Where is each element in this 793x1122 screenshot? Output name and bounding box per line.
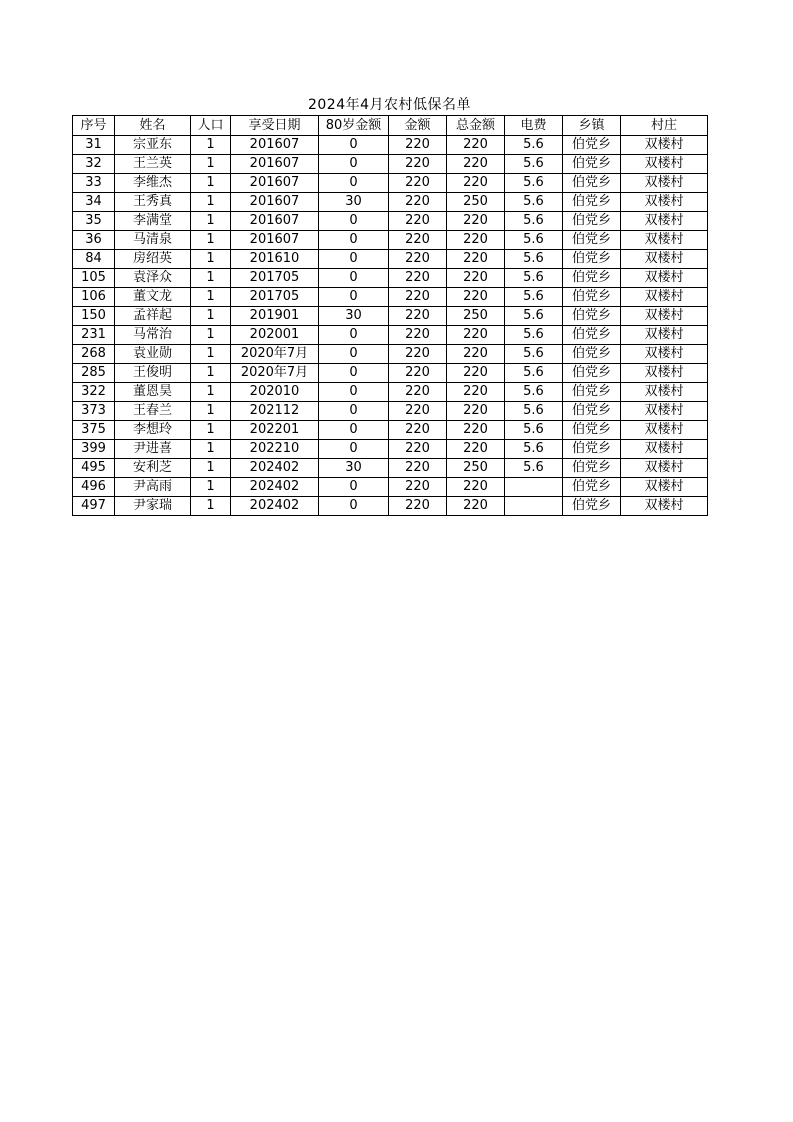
name-cell: 王春兰 xyxy=(115,402,191,421)
name-cell: 袁业勋 xyxy=(115,345,191,364)
total-amount-header: 总金额 xyxy=(447,116,505,136)
table-row xyxy=(73,136,708,155)
amount-cell: 220 xyxy=(389,288,447,307)
household-size-cell: 1 xyxy=(191,402,231,421)
village-cell: 双楼村 xyxy=(621,155,708,174)
amount-cell: 220 xyxy=(389,212,447,231)
name-cell: 尹家瑞 xyxy=(115,497,191,516)
table-body xyxy=(73,136,708,516)
start-date-cell: 202112 xyxy=(231,402,319,421)
electricity-fee-cell: 5.6 xyxy=(505,383,563,402)
amount-cell: 220 xyxy=(389,250,447,269)
electricity-fee-cell: 5.6 xyxy=(505,326,563,345)
table-row xyxy=(73,364,708,383)
age80-amount-cell: 0 xyxy=(319,364,389,383)
amount-header: 金额 xyxy=(389,116,447,136)
village-cell: 双楼村 xyxy=(621,269,708,288)
seq-cell: 34 xyxy=(73,193,115,212)
age80-amount-cell: 0 xyxy=(319,402,389,421)
name-cell: 宗亚东 xyxy=(115,136,191,155)
table-row xyxy=(73,155,708,174)
amount-cell: 220 xyxy=(389,497,447,516)
amount-cell: 220 xyxy=(389,478,447,497)
seq-cell: 35 xyxy=(73,212,115,231)
seq-cell: 33 xyxy=(73,174,115,193)
household-size-cell: 1 xyxy=(191,459,231,478)
name-cell: 尹高雨 xyxy=(115,478,191,497)
table-row xyxy=(73,250,708,269)
subsistence-allowance-table xyxy=(72,115,708,516)
name-cell: 王俊明 xyxy=(115,364,191,383)
township-cell: 伯党乡 xyxy=(563,364,621,383)
total-amount-cell: 250 xyxy=(447,459,505,478)
amount-cell: 220 xyxy=(389,364,447,383)
electricity-fee-cell: 5.6 xyxy=(505,212,563,231)
name-cell: 王兰英 xyxy=(115,155,191,174)
total-amount-cell: 220 xyxy=(447,497,505,516)
township-cell: 伯党乡 xyxy=(563,288,621,307)
village-cell: 双楼村 xyxy=(621,231,708,250)
seq-cell: 84 xyxy=(73,250,115,269)
age80-amount-cell: 0 xyxy=(319,440,389,459)
start-date-cell: 201901 xyxy=(231,307,319,326)
total-amount-cell: 220 xyxy=(447,383,505,402)
amount-cell: 220 xyxy=(389,345,447,364)
electricity-fee-cell: 5.6 xyxy=(505,269,563,288)
total-amount-cell: 220 xyxy=(447,269,505,288)
township-cell: 伯党乡 xyxy=(563,193,621,212)
village-cell: 双楼村 xyxy=(621,497,708,516)
seq-cell: 285 xyxy=(73,364,115,383)
name-cell: 李维杰 xyxy=(115,174,191,193)
township-cell: 伯党乡 xyxy=(563,345,621,364)
total-amount-cell: 220 xyxy=(447,421,505,440)
village-cell: 双楼村 xyxy=(621,459,708,478)
table-row xyxy=(73,421,708,440)
township-cell: 伯党乡 xyxy=(563,478,621,497)
start-date-cell: 201607 xyxy=(231,212,319,231)
start-date-cell: 202201 xyxy=(231,421,319,440)
village-cell: 双楼村 xyxy=(621,136,708,155)
age80-amount-cell: 0 xyxy=(319,269,389,288)
township-cell: 伯党乡 xyxy=(563,307,621,326)
amount-cell: 220 xyxy=(389,421,447,440)
village-cell: 双楼村 xyxy=(621,383,708,402)
name-cell: 房绍英 xyxy=(115,250,191,269)
electricity-fee-cell: 5.6 xyxy=(505,193,563,212)
name-header: 姓名 xyxy=(115,116,191,136)
township-cell: 伯党乡 xyxy=(563,402,621,421)
start-date-cell: 202001 xyxy=(231,326,319,345)
village-cell: 双楼村 xyxy=(621,288,708,307)
village-cell: 双楼村 xyxy=(621,421,708,440)
seq-cell: 373 xyxy=(73,402,115,421)
start-date-header: 享受日期 xyxy=(231,116,319,136)
age80-amount-cell: 0 xyxy=(319,288,389,307)
name-cell: 马常治 xyxy=(115,326,191,345)
electricity-fee-header: 电费 xyxy=(505,116,563,136)
table-row xyxy=(73,174,708,193)
table-row xyxy=(73,345,708,364)
village-cell: 双楼村 xyxy=(621,307,708,326)
electricity-fee-cell: 5.6 xyxy=(505,155,563,174)
start-date-cell: 202402 xyxy=(231,478,319,497)
household-size-cell: 1 xyxy=(191,174,231,193)
township-cell: 伯党乡 xyxy=(563,231,621,250)
name-cell: 马清泉 xyxy=(115,231,191,250)
township-header: 乡镇 xyxy=(563,116,621,136)
amount-cell: 220 xyxy=(389,440,447,459)
household-size-cell: 1 xyxy=(191,288,231,307)
household-size-cell: 1 xyxy=(191,421,231,440)
amount-cell: 220 xyxy=(389,174,447,193)
age80-amount-header: 80岁金额 xyxy=(319,116,389,136)
amount-cell: 220 xyxy=(389,459,447,478)
start-date-cell: 201607 xyxy=(231,136,319,155)
total-amount-cell: 220 xyxy=(447,155,505,174)
household-size-cell: 1 xyxy=(191,231,231,250)
electricity-fee-cell xyxy=(505,497,563,516)
amount-cell: 220 xyxy=(389,136,447,155)
seq-cell: 399 xyxy=(73,440,115,459)
township-cell: 伯党乡 xyxy=(563,155,621,174)
age80-amount-cell: 0 xyxy=(319,383,389,402)
electricity-fee-cell xyxy=(505,478,563,497)
amount-cell: 220 xyxy=(389,402,447,421)
village-cell: 双楼村 xyxy=(621,478,708,497)
table-row xyxy=(73,212,708,231)
age80-amount-cell: 0 xyxy=(319,212,389,231)
seq-cell: 375 xyxy=(73,421,115,440)
name-cell: 袁泽众 xyxy=(115,269,191,288)
seq-cell: 268 xyxy=(73,345,115,364)
name-cell: 安利芝 xyxy=(115,459,191,478)
name-cell: 孟祥起 xyxy=(115,307,191,326)
seq-cell: 231 xyxy=(73,326,115,345)
village-cell: 双楼村 xyxy=(621,364,708,383)
household-size-cell: 1 xyxy=(191,136,231,155)
table-row xyxy=(73,307,708,326)
total-amount-cell: 220 xyxy=(447,478,505,497)
township-cell: 伯党乡 xyxy=(563,269,621,288)
electricity-fee-cell: 5.6 xyxy=(505,345,563,364)
age80-amount-cell: 30 xyxy=(319,459,389,478)
seq-cell: 106 xyxy=(73,288,115,307)
township-cell: 伯党乡 xyxy=(563,250,621,269)
total-amount-cell: 220 xyxy=(447,136,505,155)
household-size-cell: 1 xyxy=(191,269,231,288)
table-row xyxy=(73,478,708,497)
name-cell: 尹进喜 xyxy=(115,440,191,459)
total-amount-cell: 220 xyxy=(447,212,505,231)
township-cell: 伯党乡 xyxy=(563,212,621,231)
amount-cell: 220 xyxy=(389,326,447,345)
seq-cell: 32 xyxy=(73,155,115,174)
age80-amount-cell: 0 xyxy=(319,174,389,193)
name-cell: 董恩昊 xyxy=(115,383,191,402)
table-row xyxy=(73,326,708,345)
table-row xyxy=(73,440,708,459)
start-date-cell: 201607 xyxy=(231,155,319,174)
start-date-cell: 202010 xyxy=(231,383,319,402)
table-row xyxy=(73,269,708,288)
township-cell: 伯党乡 xyxy=(563,459,621,478)
amount-cell: 220 xyxy=(389,155,447,174)
electricity-fee-cell: 5.6 xyxy=(505,288,563,307)
seq-cell: 495 xyxy=(73,459,115,478)
amount-cell: 220 xyxy=(389,269,447,288)
age80-amount-cell: 30 xyxy=(319,307,389,326)
amount-cell: 220 xyxy=(389,193,447,212)
amount-cell: 220 xyxy=(389,307,447,326)
electricity-fee-cell: 5.6 xyxy=(505,459,563,478)
total-amount-cell: 220 xyxy=(447,288,505,307)
electricity-fee-cell: 5.6 xyxy=(505,174,563,193)
seq-cell: 36 xyxy=(73,231,115,250)
electricity-fee-cell: 5.6 xyxy=(505,250,563,269)
village-cell: 双楼村 xyxy=(621,212,708,231)
start-date-cell: 202402 xyxy=(231,497,319,516)
electricity-fee-cell: 5.6 xyxy=(505,440,563,459)
age80-amount-cell: 0 xyxy=(319,231,389,250)
age80-amount-cell: 0 xyxy=(319,497,389,516)
table-row xyxy=(73,383,708,402)
table-row xyxy=(73,193,708,212)
table-row xyxy=(73,497,708,516)
village-cell: 双楼村 xyxy=(621,326,708,345)
seq-cell: 150 xyxy=(73,307,115,326)
household-size-cell: 1 xyxy=(191,250,231,269)
age80-amount-cell: 30 xyxy=(319,193,389,212)
electricity-fee-cell: 5.6 xyxy=(505,307,563,326)
household-size-cell: 1 xyxy=(191,345,231,364)
village-cell: 双楼村 xyxy=(621,345,708,364)
household-size-header: 人口 xyxy=(191,116,231,136)
household-size-cell: 1 xyxy=(191,212,231,231)
village-cell: 双楼村 xyxy=(621,440,708,459)
age80-amount-cell: 0 xyxy=(319,478,389,497)
amount-cell: 220 xyxy=(389,383,447,402)
start-date-cell: 201610 xyxy=(231,250,319,269)
household-size-cell: 1 xyxy=(191,497,231,516)
table-row xyxy=(73,231,708,250)
start-date-cell: 2020年7月 xyxy=(231,364,319,383)
household-size-cell: 1 xyxy=(191,193,231,212)
total-amount-cell: 220 xyxy=(447,364,505,383)
name-cell: 李满堂 xyxy=(115,212,191,231)
start-date-cell: 201607 xyxy=(231,193,319,212)
electricity-fee-cell: 5.6 xyxy=(505,402,563,421)
township-cell: 伯党乡 xyxy=(563,174,621,193)
table-row xyxy=(73,288,708,307)
village-cell: 双楼村 xyxy=(621,193,708,212)
electricity-fee-cell: 5.6 xyxy=(505,421,563,440)
township-cell: 伯党乡 xyxy=(563,326,621,345)
household-size-cell: 1 xyxy=(191,155,231,174)
township-cell: 伯党乡 xyxy=(563,136,621,155)
start-date-cell: 202402 xyxy=(231,459,319,478)
seq-cell: 497 xyxy=(73,497,115,516)
total-amount-cell: 220 xyxy=(447,345,505,364)
name-cell: 李想玲 xyxy=(115,421,191,440)
total-amount-cell: 220 xyxy=(447,174,505,193)
seq-cell: 31 xyxy=(73,136,115,155)
start-date-cell: 201705 xyxy=(231,288,319,307)
age80-amount-cell: 0 xyxy=(319,136,389,155)
table-header-row xyxy=(73,116,708,136)
township-cell: 伯党乡 xyxy=(563,421,621,440)
start-date-cell: 202210 xyxy=(231,440,319,459)
total-amount-cell: 220 xyxy=(447,231,505,250)
village-header: 村庄 xyxy=(621,116,708,136)
seq-cell: 322 xyxy=(73,383,115,402)
total-amount-cell: 220 xyxy=(447,402,505,421)
total-amount-cell: 220 xyxy=(447,326,505,345)
age80-amount-cell: 0 xyxy=(319,421,389,440)
village-cell: 双楼村 xyxy=(621,174,708,193)
electricity-fee-cell: 5.6 xyxy=(505,136,563,155)
township-cell: 伯党乡 xyxy=(563,440,621,459)
start-date-cell: 201607 xyxy=(231,174,319,193)
document-title: 2024年4月农村低保名单 xyxy=(307,97,472,113)
total-amount-cell: 250 xyxy=(447,193,505,212)
age80-amount-cell: 0 xyxy=(319,155,389,174)
start-date-cell: 201607 xyxy=(231,231,319,250)
table-row xyxy=(73,402,708,421)
household-size-cell: 1 xyxy=(191,383,231,402)
seq-cell: 496 xyxy=(73,478,115,497)
household-size-cell: 1 xyxy=(191,364,231,383)
total-amount-cell: 220 xyxy=(447,250,505,269)
table-row xyxy=(73,459,708,478)
start-date-cell: 201705 xyxy=(231,269,319,288)
age80-amount-cell: 0 xyxy=(319,345,389,364)
electricity-fee-cell: 5.6 xyxy=(505,231,563,250)
age80-amount-cell: 0 xyxy=(319,326,389,345)
start-date-cell: 2020年7月 xyxy=(231,345,319,364)
township-cell: 伯党乡 xyxy=(563,383,621,402)
household-size-cell: 1 xyxy=(191,440,231,459)
electricity-fee-cell: 5.6 xyxy=(505,364,563,383)
village-cell: 双楼村 xyxy=(621,250,708,269)
age80-amount-cell: 0 xyxy=(319,250,389,269)
total-amount-cell: 250 xyxy=(447,307,505,326)
seq-header: 序号 xyxy=(73,116,115,136)
household-size-cell: 1 xyxy=(191,478,231,497)
total-amount-cell: 220 xyxy=(447,440,505,459)
township-cell: 伯党乡 xyxy=(563,497,621,516)
name-cell: 王秀真 xyxy=(115,193,191,212)
household-size-cell: 1 xyxy=(191,307,231,326)
household-size-cell: 1 xyxy=(191,326,231,345)
amount-cell: 220 xyxy=(389,231,447,250)
name-cell: 董文龙 xyxy=(115,288,191,307)
village-cell: 双楼村 xyxy=(621,402,708,421)
seq-cell: 105 xyxy=(73,269,115,288)
